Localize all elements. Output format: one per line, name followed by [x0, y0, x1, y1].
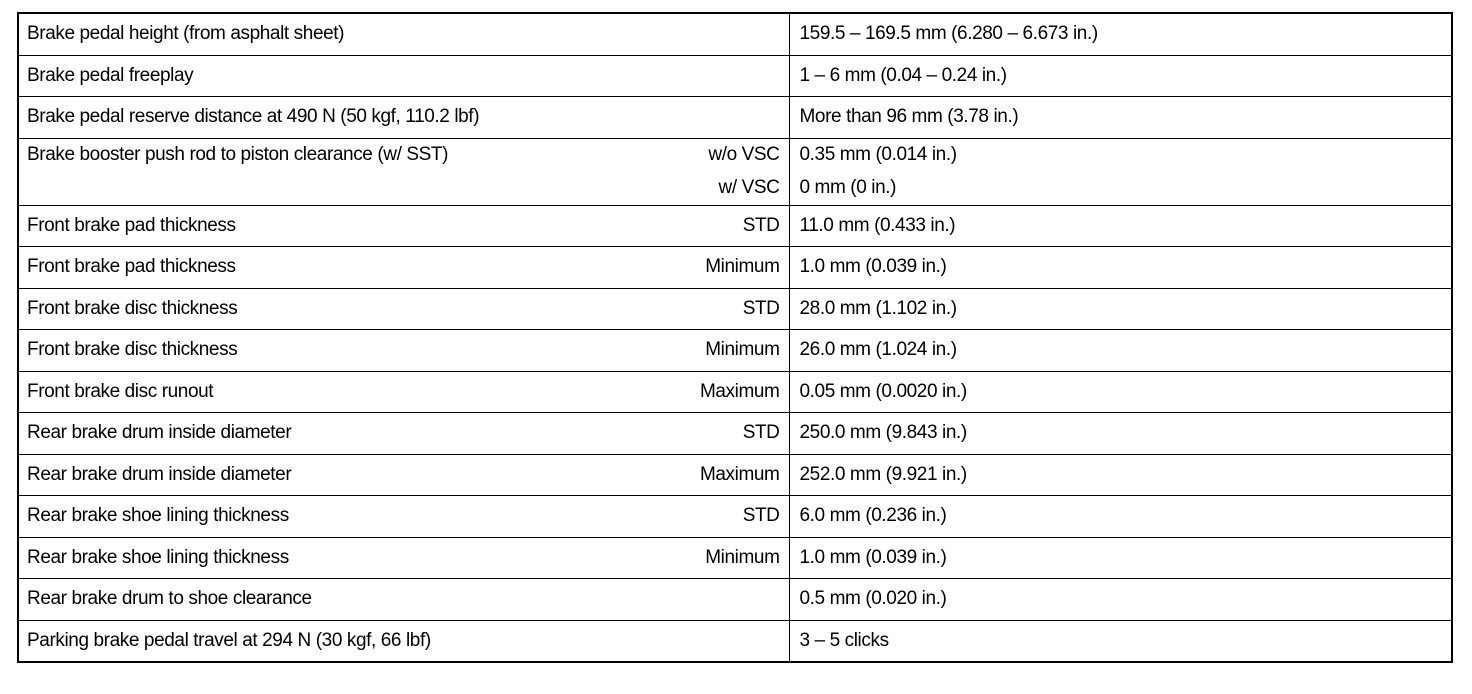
- item-condition: Minimum: [705, 546, 780, 568]
- item-name: Rear brake shoe lining thickness: [27, 546, 289, 568]
- item-cell: [18, 454, 789, 496]
- table-row: [18, 496, 1452, 538]
- item-name: Rear brake shoe lining thickness: [27, 505, 289, 527]
- item-cell: [18, 138, 789, 205]
- value-cell: [789, 138, 1452, 205]
- item-cell: [18, 413, 789, 455]
- item-cell: [18, 579, 789, 621]
- item-name: Rear brake drum to shoe clearance: [27, 588, 312, 610]
- item-cell: [18, 496, 789, 538]
- item-condition: STD: [742, 214, 780, 236]
- table-row: [18, 205, 1452, 247]
- item-name: Brake pedal height (from asphalt sheet): [27, 23, 345, 45]
- value-cell: [789, 288, 1452, 330]
- table-row: [18, 288, 1452, 330]
- item-name: Front brake disc runout: [27, 380, 214, 402]
- item-condition: Maximum: [699, 463, 780, 485]
- value-cell: [789, 13, 1452, 55]
- item-condition: STD: [742, 297, 780, 319]
- spec-value: 0.05 mm (0.0020 in.): [799, 380, 967, 402]
- value-cell: [789, 371, 1452, 413]
- item-name: Brake pedal freeplay: [27, 64, 194, 86]
- item-name: Brake booster push rod to piston clearance (w/ SST): [27, 144, 449, 165]
- item-cell: [18, 205, 789, 247]
- spec-value: 250.0 mm (9.843 in.): [799, 422, 967, 444]
- table-row: [18, 579, 1452, 621]
- table-row: [18, 55, 1452, 97]
- spec-value: 252.0 mm (9.921 in.): [799, 463, 967, 485]
- spec-value: 1.0 mm (0.039 in.): [799, 546, 947, 568]
- item-condition: Minimum: [705, 256, 780, 278]
- item-cell: [18, 247, 789, 289]
- item-condition: STD: [742, 505, 780, 527]
- table-row: [18, 247, 1452, 289]
- spec-value: 159.5 – 169.5 mm (6.280 – 6.673 in.): [799, 23, 1098, 45]
- item-cell: [18, 537, 789, 579]
- item-cell: [18, 13, 789, 55]
- spec-value: 26.0 mm (1.024 in.): [799, 339, 957, 361]
- spec-value: 0 mm (0 in.): [799, 177, 897, 198]
- spec-value: More than 96 mm (3.78 in.): [799, 106, 1019, 128]
- table-row: [18, 330, 1452, 372]
- item-cell: [18, 620, 789, 662]
- value-cell: [789, 97, 1452, 139]
- item-name: Rear brake drum inside diameter: [27, 463, 292, 485]
- spec-value: 0.35 mm (0.014 in.): [799, 144, 957, 165]
- table-row: [18, 620, 1452, 662]
- item-name: Front brake disc thickness: [27, 339, 238, 361]
- value-cell: [789, 330, 1452, 372]
- spec-value: 0.5 mm (0.020 in.): [799, 588, 947, 610]
- spec-value: 28.0 mm (1.102 in.): [799, 297, 957, 319]
- item-name: Brake pedal reserve distance at 490 N (50 kgf, 110.2 lbf): [27, 106, 480, 128]
- item-name: Front brake disc thickness: [27, 297, 238, 319]
- table-row: [18, 454, 1452, 496]
- table-row: [18, 371, 1452, 413]
- table-row: [18, 97, 1452, 139]
- spec-value: 1 – 6 mm (0.04 – 0.24 in.): [799, 64, 1007, 86]
- spec-value: 3 – 5 clicks: [799, 629, 889, 651]
- item-condition: w/o VSC: [708, 144, 780, 165]
- item-name: Front brake pad thickness: [27, 214, 236, 236]
- brake-specification-table: [17, 12, 1453, 663]
- spec-value: 11.0 mm (0.433 in.): [799, 214, 956, 236]
- item-cell: [18, 97, 789, 139]
- item-cell: [18, 371, 789, 413]
- table-row: [18, 138, 1452, 205]
- value-cell: [789, 579, 1452, 621]
- value-cell: [789, 413, 1452, 455]
- value-cell: [789, 247, 1452, 289]
- table-row: [18, 537, 1452, 579]
- value-cell: [789, 454, 1452, 496]
- item-condition: Minimum: [705, 339, 780, 361]
- item-name: Parking brake pedal travel at 294 N (30 kgf, 66 lbf): [27, 629, 431, 651]
- item-condition: STD: [742, 422, 780, 444]
- value-cell: [789, 620, 1452, 662]
- table-row: [18, 13, 1452, 55]
- value-cell: [789, 496, 1452, 538]
- item-condition: Maximum: [699, 380, 780, 402]
- table-row: [18, 413, 1452, 455]
- item-cell: [18, 288, 789, 330]
- value-cell: [789, 205, 1452, 247]
- item-cell: [18, 330, 789, 372]
- item-name: Front brake pad thickness: [27, 256, 236, 278]
- item-name: Rear brake drum inside diameter: [27, 422, 292, 444]
- value-cell: [789, 537, 1452, 579]
- spec-value: 1.0 mm (0.039 in.): [799, 256, 947, 278]
- spec-value: 6.0 mm (0.236 in.): [799, 505, 947, 527]
- value-cell: [789, 55, 1452, 97]
- item-cell: [18, 55, 789, 97]
- item-condition: w/ VSC: [718, 177, 780, 198]
